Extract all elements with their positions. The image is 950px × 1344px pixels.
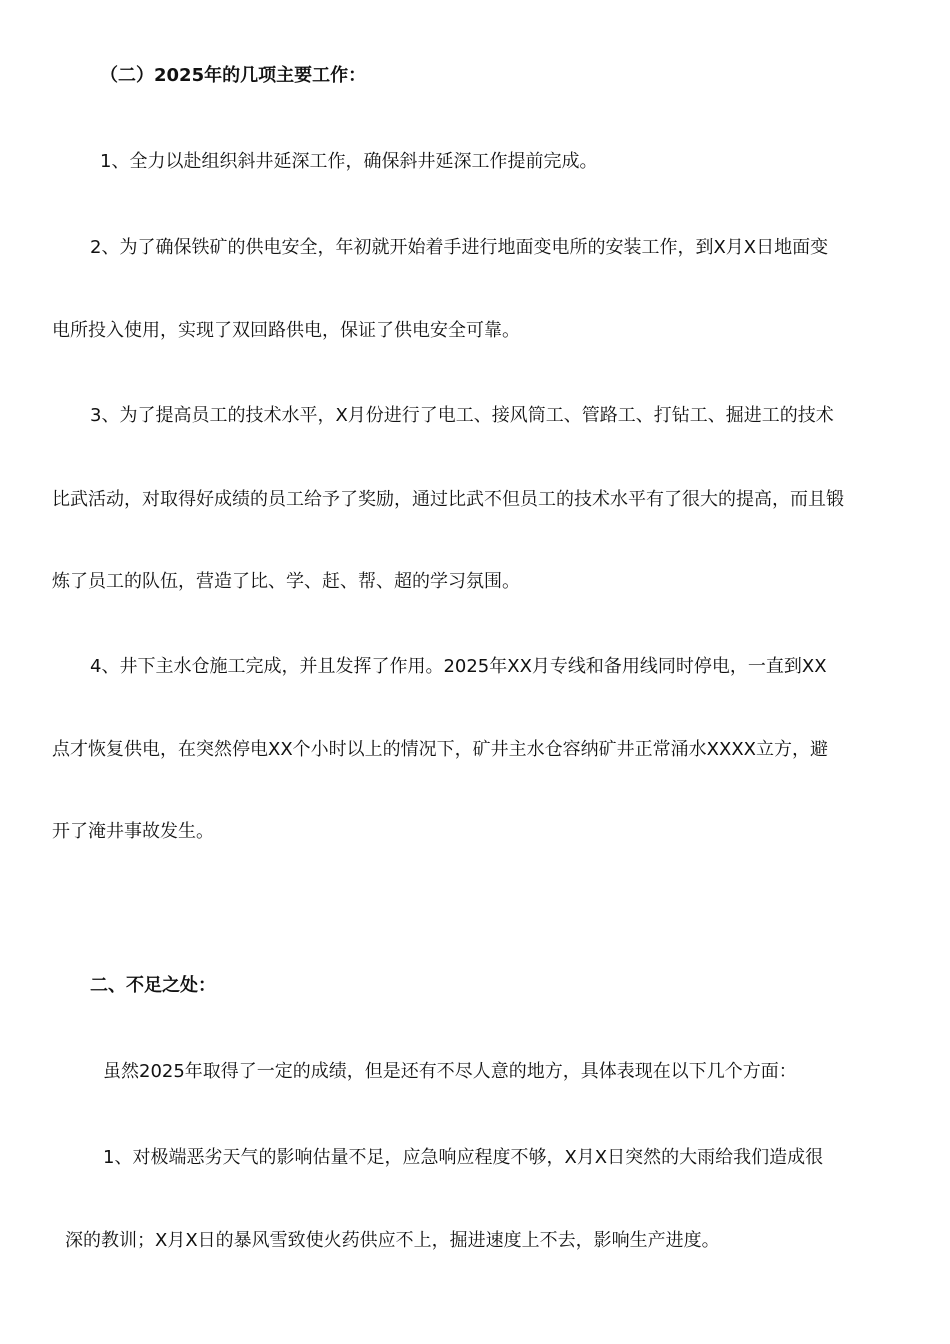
section-heading-work: （二）2025年的几项主要工作： bbox=[100, 65, 367, 86]
paragraph-item-1: 1、全力以赴组织斜井延深工作，确保斜井延深工作提前完成。 bbox=[100, 151, 598, 172]
shortcoming-1-line-2: 深的教训；X月X日的暴风雪致使火药供应不上，掘进速度上不去，影响生产进度。 bbox=[65, 1230, 720, 1251]
shortcomings-intro: 虽然2025年取得了一定的成绩，但是还有不尽人意的地方，具体表现在以下几个方面： bbox=[103, 1061, 797, 1082]
section-heading-shortcomings: 二、不足之处： bbox=[90, 975, 216, 996]
paragraph-item-4-line-1: 4、井下主水仓施工完成，并且发挥了作用。2025年XX月专线和备用线同时停电，一直到XX bbox=[90, 656, 827, 677]
shortcoming-1-line-1: 1、对极端恶劣天气的影响估量不足，应急响应程度不够，X月X日突然的大雨给我们造成很 bbox=[103, 1147, 824, 1168]
paragraph-item-3-line-2: 比武活动，对取得好成绩的员工给予了奖励，通过比武不但员工的技术水平有了很大的提高，而且锻 bbox=[52, 489, 844, 510]
paragraph-item-3-line-3: 炼了员工的队伍，营造了比、学、赶、帮、超的学习氛围。 bbox=[52, 571, 520, 592]
paragraph-item-2-line-2: 电所投入使用，实现了双回路供电，保证了供电安全可靠。 bbox=[52, 320, 520, 341]
paragraph-item-4-line-3: 开了淹井事故发生。 bbox=[52, 821, 214, 842]
paragraph-item-3-line-1: 3、为了提高员工的技术水平，X月份进行了电工、接风筒工、管路工、打钻工、掘进工的技术 bbox=[90, 405, 834, 426]
paragraph-item-4-line-2: 点才恢复供电，在突然停电XX个小时以上的情况下，矿井主水仓容纳矿井正常涌水XXXX立方，避 bbox=[52, 739, 828, 760]
paragraph-item-2-line-1: 2、为了确保铁矿的供电安全，年初就开始着手进行地面变电所的安装工作，到X月X日地面变 bbox=[90, 237, 829, 258]
